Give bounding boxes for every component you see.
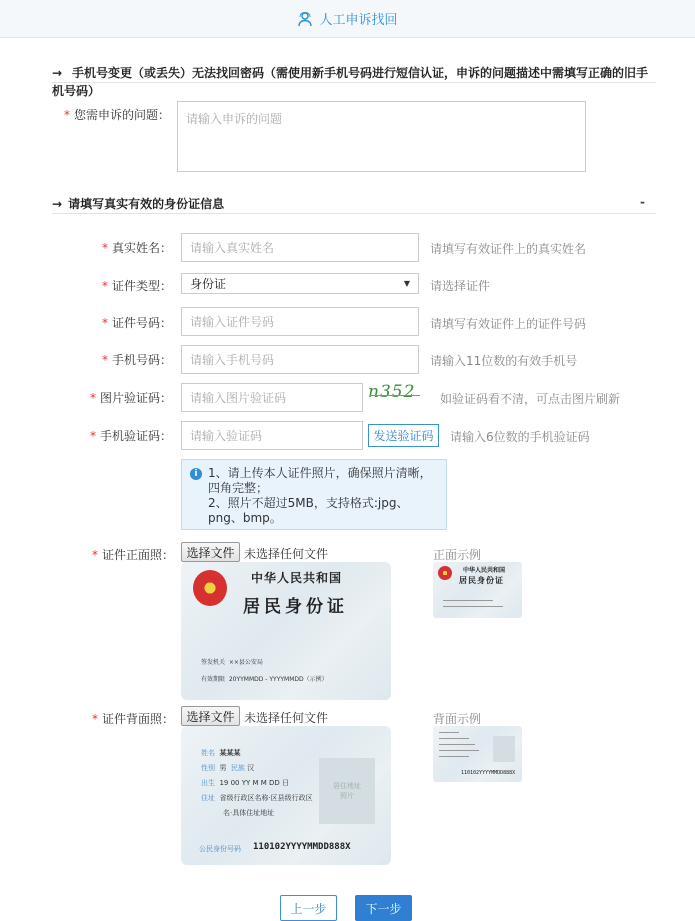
user-support-icon xyxy=(297,11,313,27)
card-title: 中华人民共和国 xyxy=(251,571,343,585)
card-line xyxy=(443,600,493,601)
photo-placeholder xyxy=(493,736,515,762)
sms-hint: 请输入6位数的手机验证码 xyxy=(450,430,590,444)
photo-placeholder: 居住地址 照片 xyxy=(319,758,375,824)
arrow-right-icon: → xyxy=(52,66,63,80)
back-photo-preview xyxy=(181,726,391,865)
notice-line1: 1、请上传本人证件照片，确保照片清晰，四角完整； xyxy=(208,466,432,495)
card-subtitle: 居民身份证 xyxy=(243,597,348,617)
sms-input[interactable]: 请输入验证码 xyxy=(181,421,363,450)
chevron-down-icon: ▼ xyxy=(403,279,410,288)
front-no-file-text: 未选择任何文件 xyxy=(244,547,329,561)
back-photo-label: * 证件背面照： xyxy=(91,712,174,726)
prev-step-button[interactable]: 上一步 xyxy=(280,895,337,921)
required-mark: * xyxy=(63,108,70,122)
choose-back-file-button[interactable]: 选择文件 xyxy=(181,706,240,726)
page-title: 人工申诉找回 xyxy=(319,13,398,28)
divider xyxy=(52,82,656,83)
arrow-right-icon: → xyxy=(52,197,63,211)
next-step-button[interactable]: 下一步 xyxy=(355,895,412,921)
front-example-label: 正面示例 xyxy=(433,548,482,562)
national-emblem-icon xyxy=(438,566,452,580)
back-card-fields: 姓名 某某某 性别 男 民族 汉 出生 19 00 YY M M DD 日 住址 省级行政区名称·区县级行政区 名·具体住址地址 xyxy=(201,749,313,817)
id-type-select[interactable]: 身份证 ▼ xyxy=(181,273,419,294)
choose-front-file-button[interactable]: 选择文件 xyxy=(181,542,240,562)
valid-line: 有效期限 20YYMMDD - YYYYMMDD（示例） xyxy=(201,676,328,683)
back-id-number: 110102YYYYMMDD888X xyxy=(253,842,351,852)
captcha-hint: 如验证码看不清，可点击图片刷新 xyxy=(440,392,621,406)
question-label: * 您需申诉的问题： xyxy=(63,108,170,122)
card-lines xyxy=(439,732,481,762)
back-no-file-text: 未选择任何文件 xyxy=(244,711,329,725)
front-photo-preview xyxy=(181,562,391,700)
id-number-input[interactable]: 请输入证件号码 xyxy=(181,307,419,336)
id-number-hint: 请填写有效证件上的证件号码 xyxy=(430,317,587,331)
section-title-line1: 手机号变更（或丢失）无法找回密码（需使用新手机号码进行短信认证，申诉的问题描述中需填写正确的旧手 xyxy=(72,66,649,80)
issuer-line: 签发机关 ××县公安局 xyxy=(201,659,263,666)
question-textarea[interactable]: 请输入申诉的问题 xyxy=(177,101,586,172)
card-subtitle: 居民身份证 xyxy=(459,576,504,585)
back-example-label: 背面示例 xyxy=(433,712,482,726)
phone-label: * 手机号码： xyxy=(101,353,172,367)
id-type-label: * 证件类型： xyxy=(101,279,172,293)
phone-hint: 请输入11位数的有效手机号 xyxy=(430,354,578,368)
info-icon: i xyxy=(190,468,202,480)
captcha-input[interactable]: 请输入图片验证码 xyxy=(181,383,363,412)
section-title-id-info: → 请填写真实有效的身份证信息 xyxy=(52,197,225,211)
card-line xyxy=(443,606,503,607)
send-code-button[interactable]: 发送验证码 xyxy=(368,424,439,447)
upload-notice xyxy=(181,459,447,530)
id-type-hint: 请选择证件 xyxy=(430,279,491,293)
front-photo-label: * 证件正面照： xyxy=(91,548,174,562)
captcha-label: * 图片验证码： xyxy=(89,391,172,405)
front-example-image xyxy=(433,562,522,618)
notice-line2: 2、照片不超过5MB，支持格式:jpg、png、bmp。 xyxy=(208,496,409,525)
back-id-label: 公民身份号码 xyxy=(199,845,241,853)
id-number-label: * 证件号码： xyxy=(101,316,172,330)
back-id-number: 110102YYYYMMDD888X xyxy=(461,770,516,776)
section-title-line2: 机号码） xyxy=(52,84,101,98)
sms-label: * 手机验证码： xyxy=(89,429,172,443)
collapse-toggle[interactable]: - xyxy=(640,195,645,209)
back-example-image xyxy=(433,726,522,782)
card-title: 中华人民共和国 xyxy=(463,567,506,574)
captcha-image[interactable]: n352 xyxy=(368,382,424,408)
phone-input[interactable]: 请输入手机号码 xyxy=(181,345,419,374)
page-header xyxy=(0,0,695,38)
name-input[interactable]: 请输入真实姓名 xyxy=(181,233,419,262)
name-hint: 请填写有效证件上的真实姓名 xyxy=(430,242,587,256)
name-label: * 真实姓名： xyxy=(101,241,172,255)
national-emblem-icon xyxy=(193,570,227,606)
divider xyxy=(52,213,656,214)
